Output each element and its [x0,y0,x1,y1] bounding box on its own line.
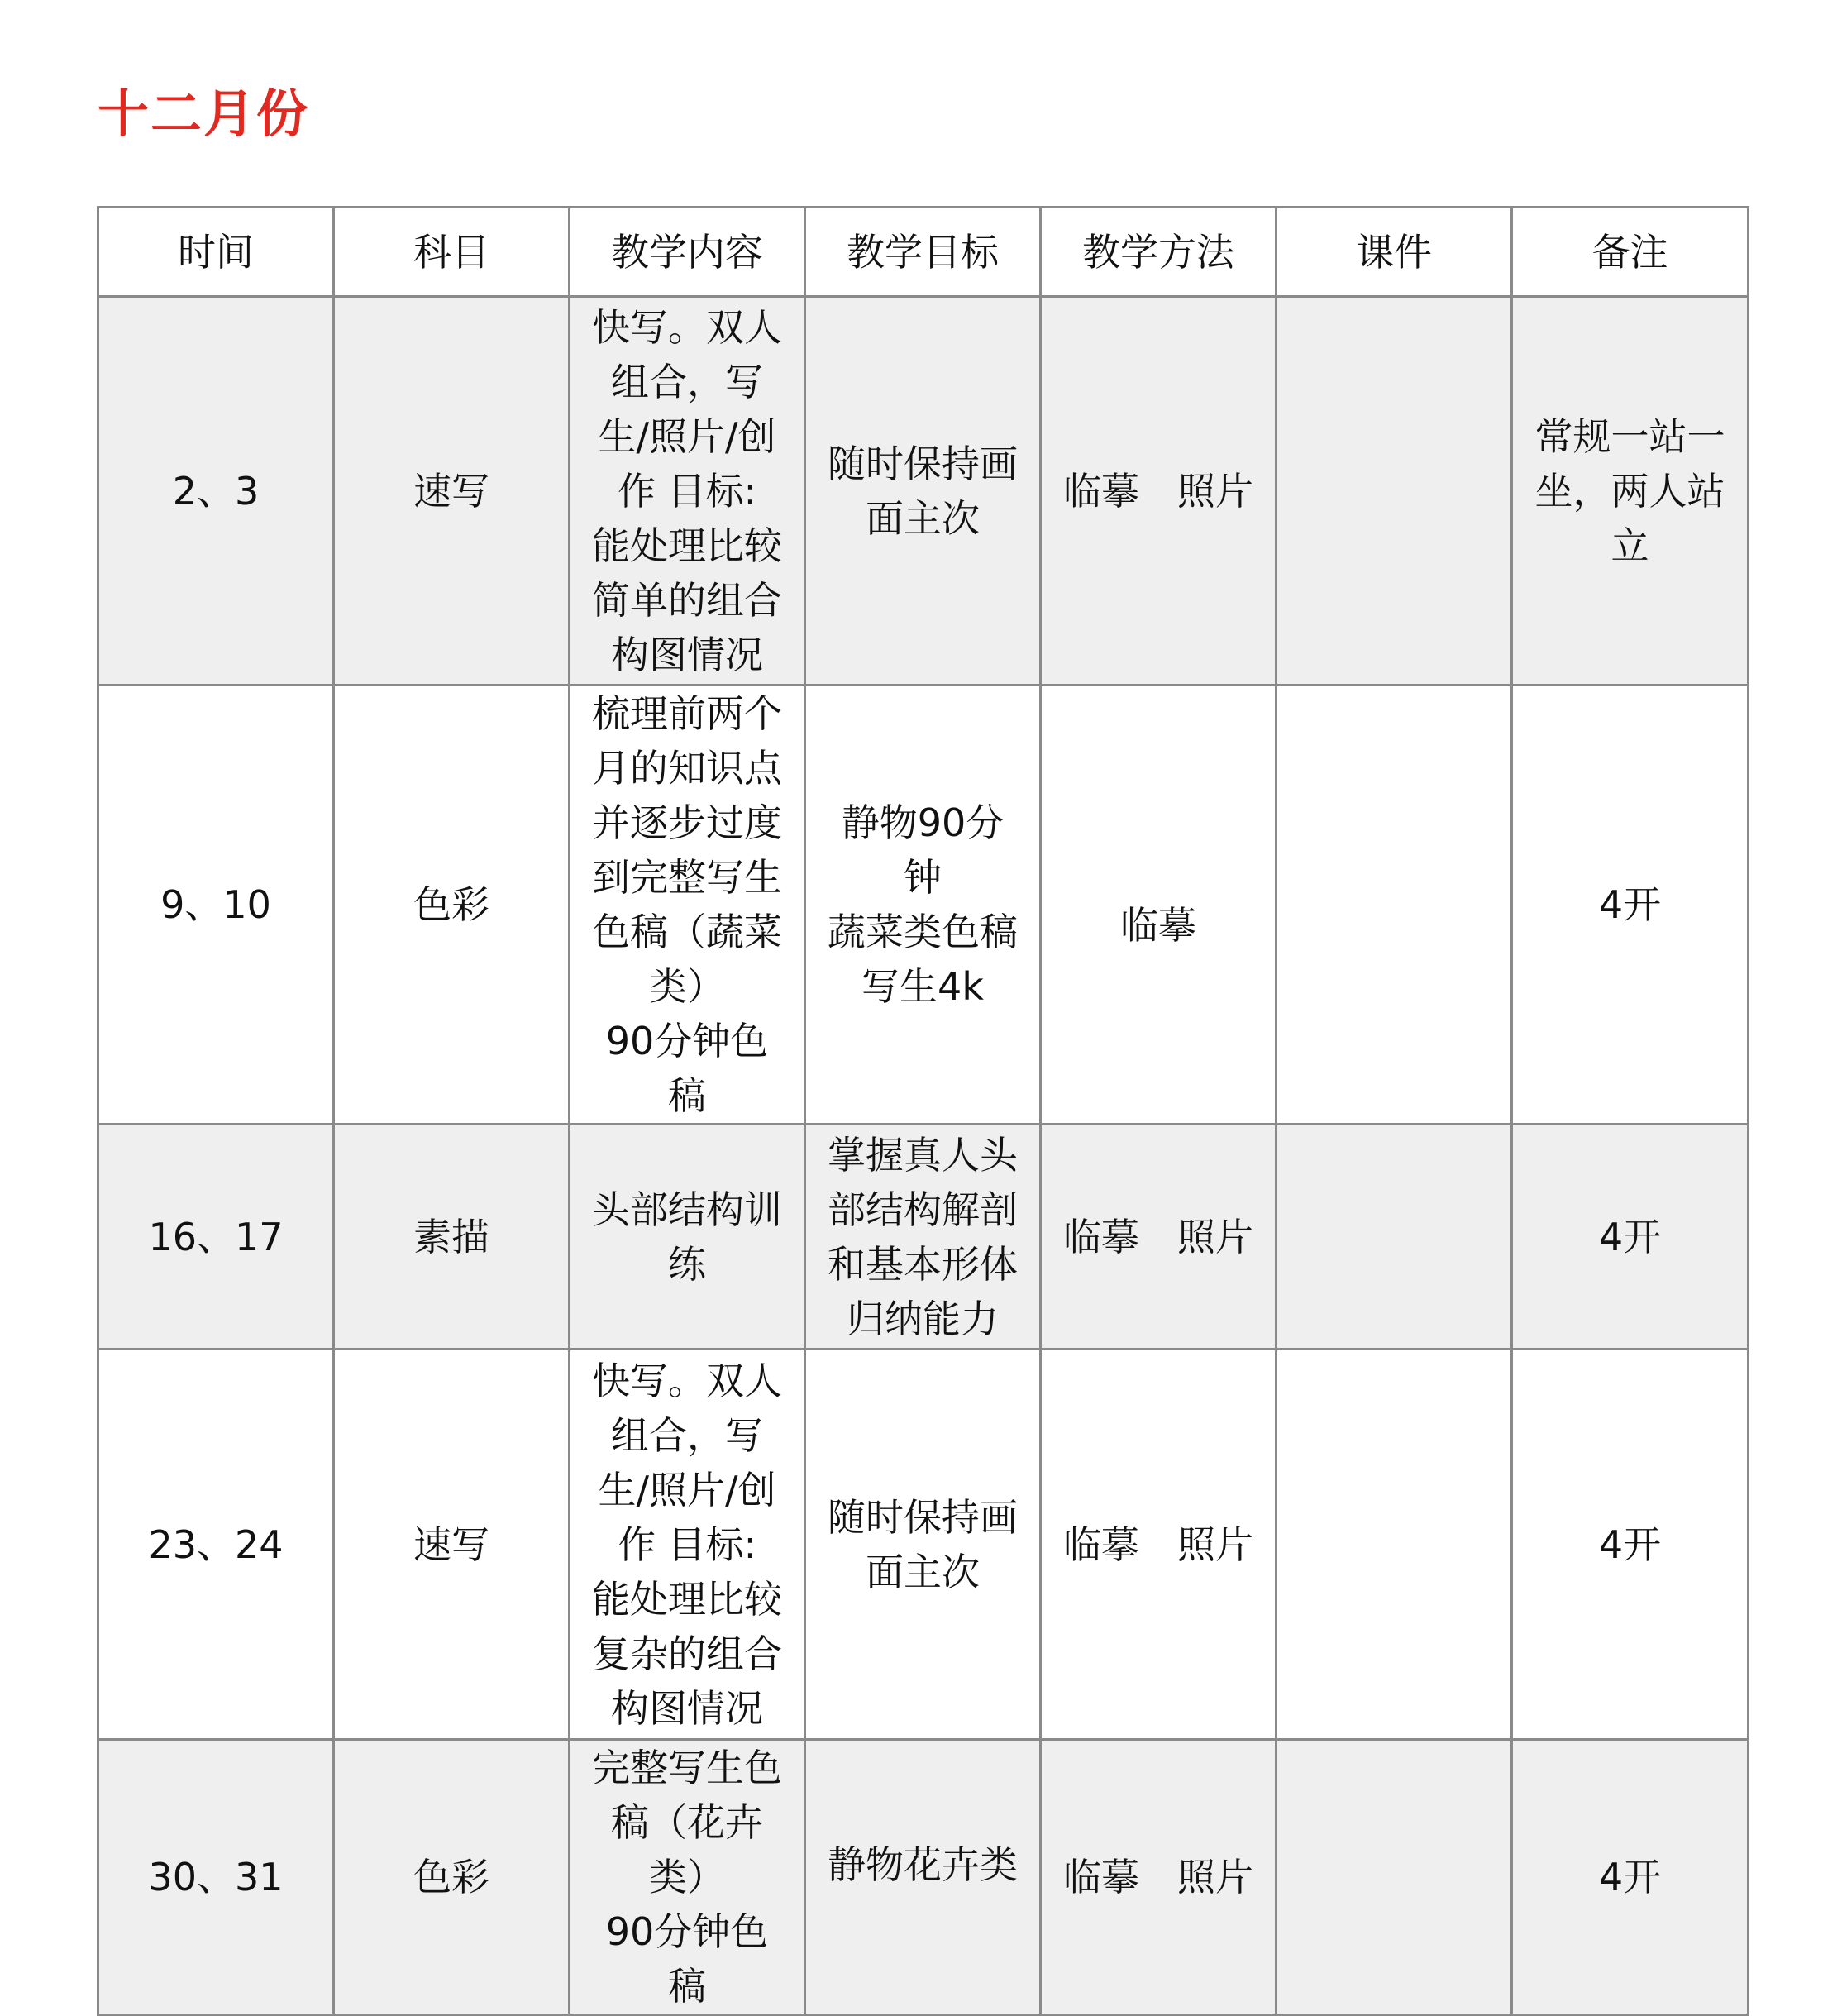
cell-subject: 速写 [334,1350,570,1740]
cell-note: 4开 [1512,1740,1749,2015]
cell-note: 4开 [1512,1125,1749,1350]
cell-goal [805,297,1041,686]
cell-goal: 静物花卉类 [805,1740,1041,2015]
table-row [98,686,1749,1125]
header-note: 备注 [1512,208,1749,297]
cell-subject: 色彩 [334,686,570,1125]
cell-content [570,686,805,1125]
header-subject: 科目 [334,208,570,297]
cell-courseware [1277,1125,1512,1350]
cell-note: 4开 [1512,1350,1749,1740]
header-row [98,208,1749,297]
header-content: 教学内容 [570,208,805,297]
cell-subject: 速写 [334,297,570,686]
cell-time: 2、3 [98,297,334,686]
header-goal: 教学目标 [805,208,1041,297]
cell-goal-text: 掌握真人头 部结构解剖 和基本形体 归纳能力 [828,1132,1018,1341]
cell-content-text: 快写。双人 组合，写 生/照片/创 作 目标: 能处理比较 简单的组合 构图情况 [592,304,782,677]
cell-content [570,297,805,686]
cell-note-text: 常规一站一 坐，两人站 立 [1534,413,1725,568]
cell-content-text: 头部结构训 练 [592,1187,782,1287]
table-row [98,297,1749,686]
table-row [98,1125,1749,1350]
cell-subject: 素描 [334,1125,570,1350]
cell-content-text: 梳理前两个 月的知识点 并逐步过度 到完整写生 色稿（蔬菜 类） 90分钟色稿 [592,691,782,1118]
cell-courseware [1277,686,1512,1125]
cell-content [570,1125,805,1350]
cell-content-text: 完整写生色 稿（花卉 类） 90分钟色稿 [592,1746,782,2009]
header-courseware: 课件 [1277,208,1512,297]
cell-goal-text: 静物90分钟 蔬菜类色稿 写生4k [828,800,1018,1009]
cell-method: 临摹 照片 [1041,297,1277,686]
schedule-table [97,206,1749,2016]
table-row [98,1350,1749,1740]
cell-method: 临摹 照片 [1041,1350,1277,1740]
cell-method: 临摹 [1041,686,1277,1125]
header-method: 教学方法 [1041,208,1277,297]
cell-courseware [1277,297,1512,686]
cell-content [570,1350,805,1740]
cell-goal-text: 随时保持画 面主次 [828,441,1018,541]
cell-content-text: 快写。双人 组合，写 生/照片/创 作 目标: 能处理比较 复杂的组合 构图情况 [592,1358,782,1731]
table-row [98,1740,1749,2015]
cell-note [1512,297,1749,686]
cell-method: 临摹 照片 [1041,1125,1277,1350]
cell-content [570,1740,805,2015]
cell-method: 临摹 照片 [1041,1740,1277,2015]
cell-goal-text: 随时保持画 面主次 [828,1494,1018,1594]
cell-time: 23、24 [98,1350,334,1740]
cell-subject: 色彩 [334,1740,570,2015]
cell-goal [805,1125,1041,1350]
cell-note: 4开 [1512,686,1749,1125]
cell-time: 16、17 [98,1125,334,1350]
cell-courseware [1277,1740,1512,2015]
cell-goal [805,1350,1041,1740]
cell-courseware [1277,1350,1512,1740]
cell-time: 30、31 [98,1740,334,2015]
header-time: 时间 [98,208,334,297]
cell-goal [805,686,1041,1125]
cell-time: 9、10 [98,686,334,1125]
page-title: 十二月份 [98,84,310,144]
